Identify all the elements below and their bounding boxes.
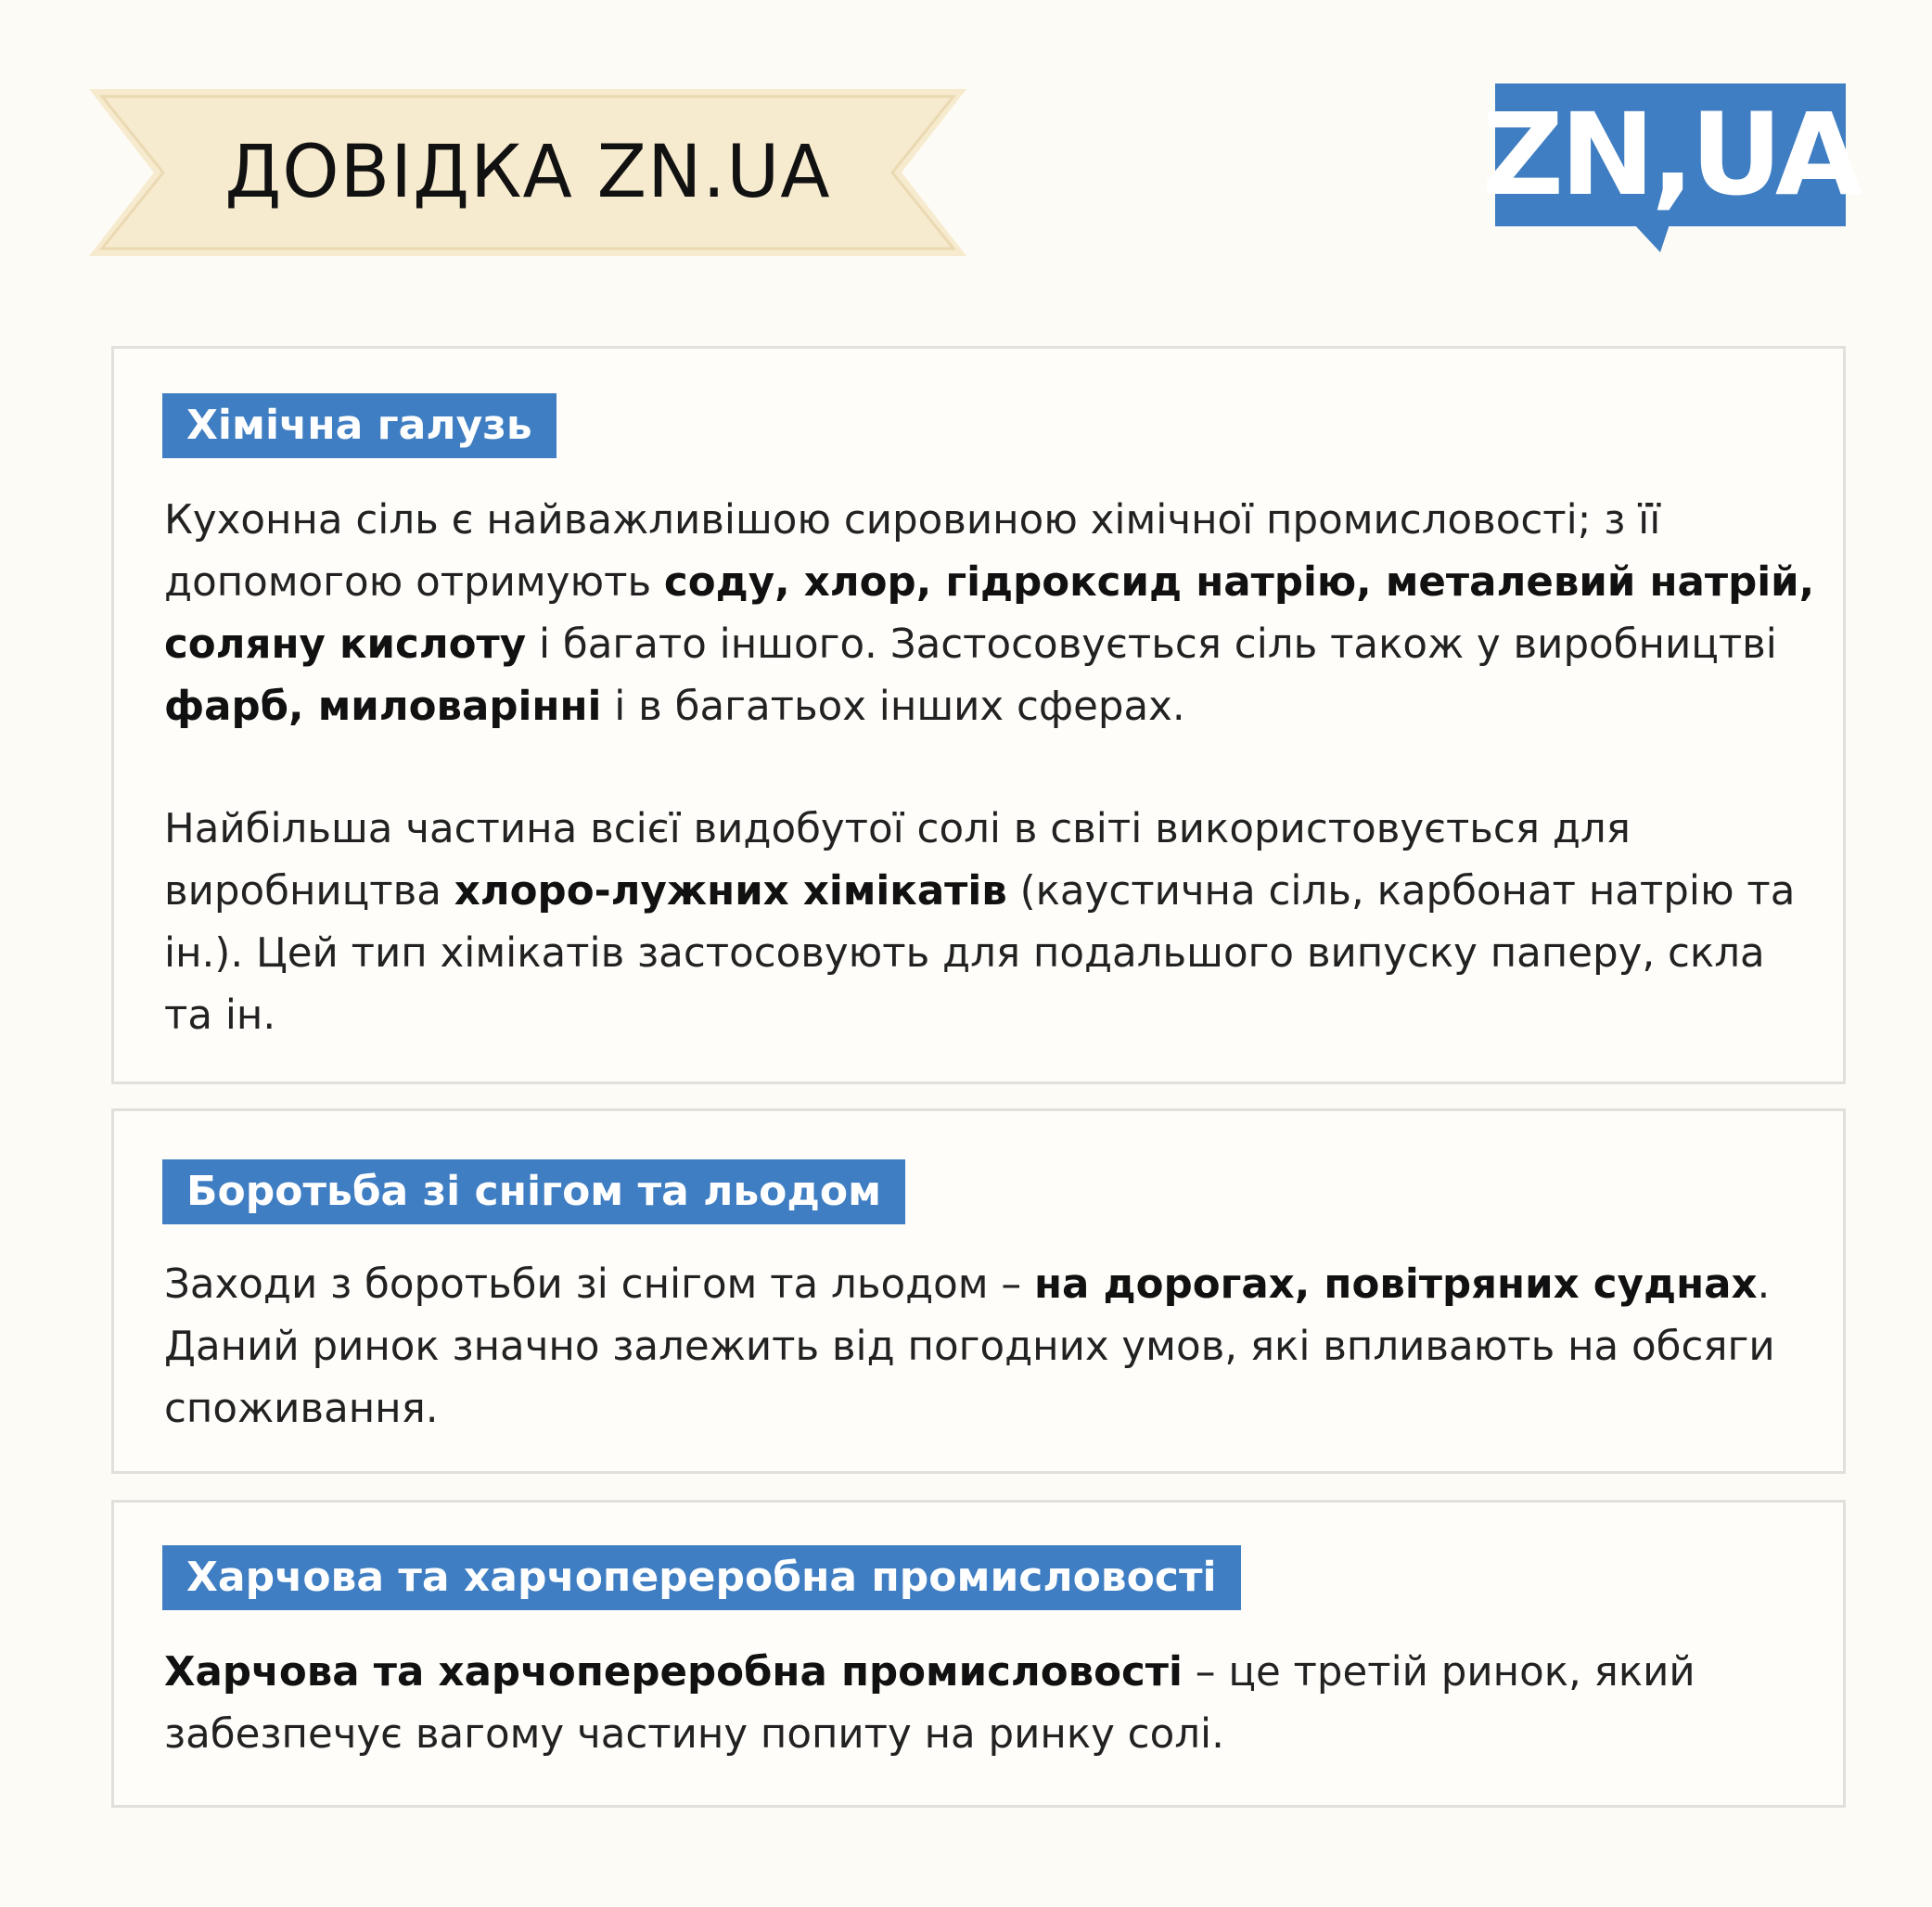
section-label-food: Харчова та харчопереробна промисловості — [162, 1545, 1241, 1610]
text-segment: (каустична сіль, карбонат натрію та ін.). Цей тип хімікатів застосовують для подальшого випуску паперу, скла та ін. — [164, 868, 1796, 1039]
section-label-chemical: Хімічна галузь — [162, 393, 557, 458]
text-segment: Кухонна сіль є найважливішою сировиною хімічної промисловості; з її допомогою отримують — [164, 497, 1661, 606]
paragraph-food — [164, 1642, 1815, 1766]
text-segment: і багато іншого. Застосовується сіль також у виробництві — [526, 621, 1777, 668]
header-banner — [89, 89, 966, 256]
card-snow-ice — [111, 1108, 1846, 1474]
paragraph-chemical-2 — [164, 799, 1815, 1047]
page-title: ДОВІДКА ZN.UA — [224, 131, 831, 214]
bold-segment: хлоро-лужних хімікатів — [454, 868, 1007, 915]
text-segment: Заходи з боротьби зі снігом та льодом – — [164, 1261, 1034, 1308]
text-segment: . Даний ринок значно залежить від погодних умов, які впливають на обсяги споживання. — [164, 1261, 1775, 1432]
bold-segment: на дорогах, повітряних суднах — [1034, 1261, 1758, 1308]
paragraph-chemical-1 — [164, 490, 1815, 738]
text-segment: і в багатьох інших сферах. — [601, 684, 1185, 730]
zn-ua-logo — [1481, 83, 1860, 255]
card-chemical-industry — [111, 346, 1846, 1084]
bold-segment: фарб, миловарінні — [164, 684, 602, 730]
text-segment: – це третій ринок, який забезпечує вагому частину попиту на ринку солі. — [164, 1649, 1695, 1758]
paragraph-snow-ice — [164, 1254, 1815, 1440]
logo-text: ZN,UA — [1481, 89, 1860, 221]
card-food-industry — [111, 1500, 1846, 1808]
section-label-snow-ice: Боротьба зі снігом та льодом — [162, 1159, 905, 1224]
text-segment: Найбільша частина всієї видобутої солі в світі використовується для виробництва — [164, 806, 1631, 915]
bold-segment: Харчова та харчопереробна промисловості — [164, 1649, 1183, 1696]
bold-segment: соду, хлор, гідроксид натрію, металевий натрій, соляну кислоту — [164, 559, 1815, 668]
